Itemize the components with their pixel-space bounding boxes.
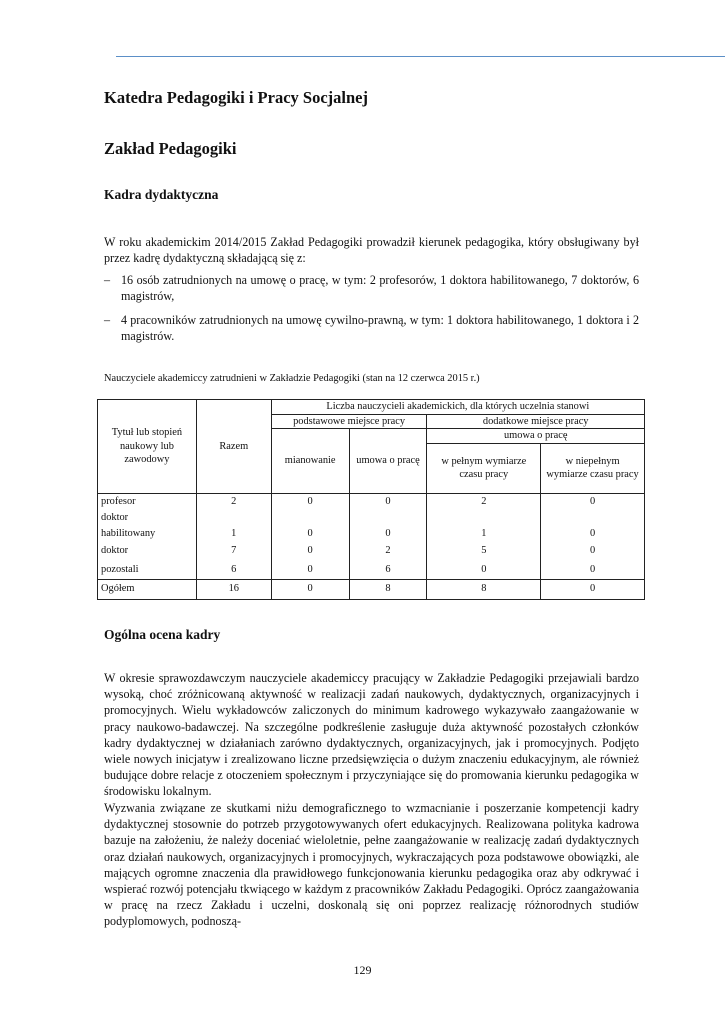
cell-contract: 0 (349, 526, 427, 542)
row-label-continued: habilitowany (98, 526, 197, 542)
total-part-time: 0 (541, 579, 645, 599)
cell-full-time: 5 (427, 542, 541, 560)
bullet-item (104, 312, 639, 344)
cell-full-time: 1 (427, 526, 541, 542)
cell-appointment: 0 (271, 560, 349, 579)
table-row (98, 542, 645, 560)
cell-total: 7 (196, 542, 271, 560)
table-row (98, 560, 645, 579)
cell-part-time: 0 (541, 526, 645, 542)
ocena-paragraph-1: W okresie sprawozdawczym nauczyciele akademiccy pracujący w Zakładzie Pedagogiki przejawiali bardzo wysoką, choć zróżnicowaną aktywność w realizacji zadań naukowych, dydaktycznych, organizacyjnych i promocyjnych. Wielu wykładowców zaliczonych do minimum kadrowego wykazywało zaangażowanie w pracy naukowo-badawczej. Na szczególne podkreślenie zasługuje duża aktywność pozostałych członków kadry dydaktycznej w działaniach zarówno dydaktycznych, organizacyjnych, jak i promocyjnych. Podjęto wiele nowych inicjatyw i zrealizowano liczne przedsięwzięcia o dużym znaczeniu edukacyjnym, ale również budujące dobre relacje z otoczeniem społecznym i przyczyniające się do promowania kierunku pedagogika w środowisku lokalnym. (104, 671, 639, 799)
header-employment-contract: umowa o pracę (349, 429, 427, 494)
total-label: Ogółem (98, 579, 197, 599)
header-group: Liczba nauczycieli akademickich, dla których uczelnia stanowi (271, 400, 644, 415)
header-rule (116, 56, 725, 57)
cell-appointment: 0 (271, 493, 349, 510)
cell-part-time: 0 (541, 560, 645, 579)
bullet-item (104, 272, 639, 304)
total-appointment: 0 (271, 579, 349, 599)
table-row (98, 526, 645, 542)
row-label: doktor (98, 542, 197, 560)
header-additional-workplace: dodatkowe miejsce pracy (427, 414, 645, 429)
table-caption: Nauczyciele akademiccy zatrudnieni w Zakładzie Pedagogiki (stan na 12 czerwca 2015 r.) (104, 373, 480, 384)
staff-table (97, 399, 645, 600)
table-row (98, 510, 645, 526)
page-number: 129 (353, 963, 372, 977)
total-cell: 16 (196, 579, 271, 599)
cell-appointment: 0 (271, 542, 349, 560)
department-heading: Katedra Pedagogiki i Pracy Socjalnej (104, 88, 368, 107)
row-label: pozostali (98, 560, 197, 579)
total-full-time: 8 (427, 579, 541, 599)
cell-total: 2 (196, 493, 271, 510)
row-label: profesor (98, 493, 197, 510)
cell-full-time: 0 (427, 560, 541, 579)
section-title-kadra: Kadra dydaktyczna (104, 187, 219, 202)
bullet-text: 4 pracowników zatrudnionych na umowę cywilno-prawną, w tym: 1 doktora habilitowanego, 1 doktora i 2 magistrów. (121, 313, 639, 344)
cell-contract: 0 (349, 493, 427, 510)
kadra-intro-paragraph: W roku akademickim 2014/2015 Zakład Pedagogiki prowadził kierunek pedagogika, który obsługiwany był przez kadrę dydaktyczną składającą się z: (104, 235, 639, 266)
dash-bullet: – (104, 273, 111, 287)
bullet-list (104, 272, 639, 304)
cell-appointment: 0 (271, 526, 349, 542)
total-contract: 8 (349, 579, 427, 599)
cell-part-time: 0 (541, 542, 645, 560)
ocena-paragraph-2: Wyzwania związane ze skutkami niżu demograficznego to wzmacnianie i poszerzanie kompetencji kadry dydaktycznej stosownie do potrzeb przygotowywanych ofert edukacyjnych. Realizowana polityka kadrowa bazuje na założeniu, że należy doceniać wieloletnie, pełne zaangażowanie w realizację zadań dydaktycznych oraz działań naukowych, organizacyjnych i promocyjnych, wykraczających poza podstawowe obowiązki, ale mających ogromne znaczenia dla prawidłowego funkcjonowania kierunku pedagogika oraz aby odkrywać i wspierać rozwój potencjału tkwiącego w każdym z pracowników Zakładu Pedagogiki. Oprócz zaangażowania w pracę na rzecz Zakładu i uczelni, doskonalą się oni poprzez realizację różnorodnych studiów podyplomowych, podnoszą- (104, 801, 639, 929)
header-title-col: Tytuł lub stopień naukowy lub zawodowy (98, 400, 197, 494)
cell-part-time: 0 (541, 493, 645, 510)
dash-bullet: – (104, 313, 111, 327)
header-total-col: Razem (196, 400, 271, 494)
cell-contract: 2 (349, 542, 427, 560)
cell-contract: 6 (349, 560, 427, 579)
header-appointment: mianowanie (271, 429, 349, 494)
cell-full-time: 2 (427, 493, 541, 510)
section-title-ocena: Ogólna ocena kadry (104, 627, 221, 642)
table-total-row (98, 579, 645, 599)
row-label: doktor (98, 510, 197, 526)
bullet-text: 16 osób zatrudnionych na umowę o pracę, w tym: 2 profesorów, 1 doktora habilitowanego, 7 doktorów, 6 magistrów, (121, 273, 639, 304)
table-row (98, 493, 645, 510)
unit-heading: Zakład Pedagogiki (104, 139, 237, 158)
bullet-list (104, 312, 639, 344)
header-part-time: w niepełnym wymiarze czasu pracy (541, 443, 645, 493)
cell-total: 1 (196, 526, 271, 542)
header-contract: umowa o pracę (427, 429, 645, 444)
header-primary-workplace: podstawowe miejsce pracy (271, 414, 427, 429)
header-full-time: w pełnym wymiarze czasu pracy (427, 443, 541, 493)
cell-total: 6 (196, 560, 271, 579)
